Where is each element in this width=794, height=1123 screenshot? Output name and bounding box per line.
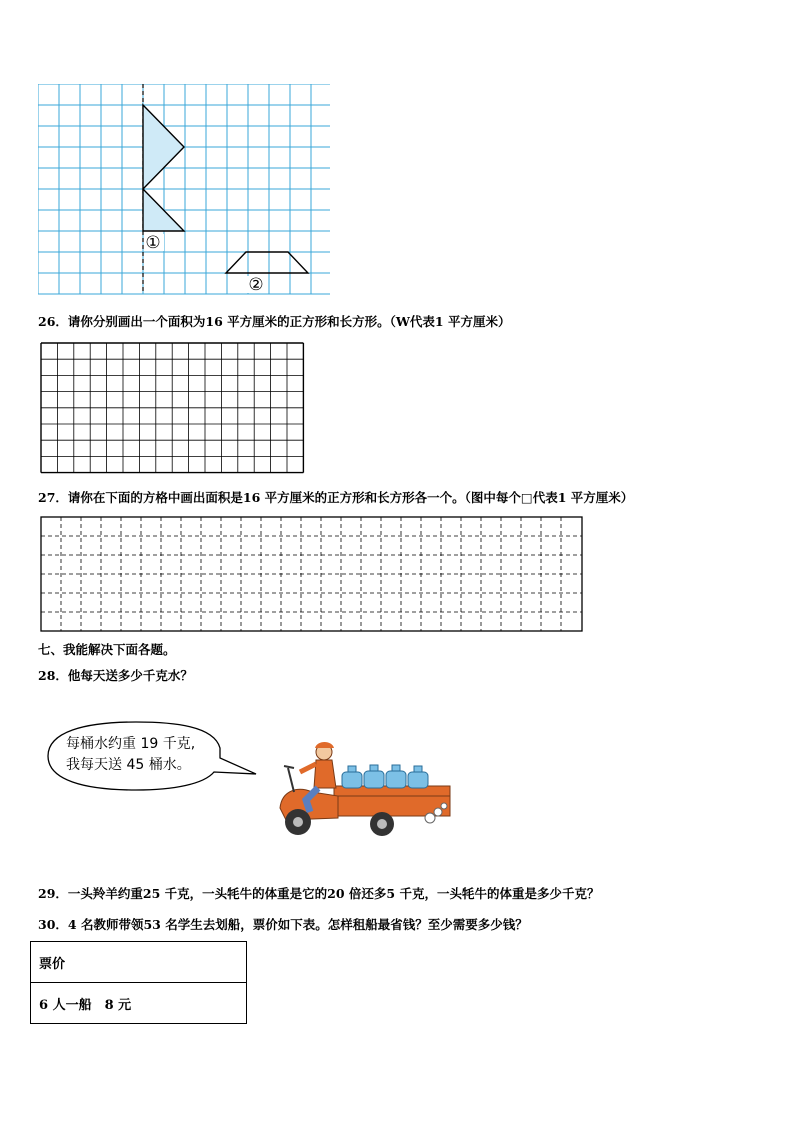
question-26: 26．请你分别画出一个面积为16 平方厘米的正方形和长方形。（W代表1 平方厘米）	[38, 314, 511, 329]
shape-2-label: ②	[248, 275, 264, 295]
section-heading: 七、我能解决下面各题。	[38, 642, 176, 657]
symmetry-grid-figure	[38, 84, 330, 296]
delivery-tricycle-illustration	[262, 738, 458, 842]
ticket-price-table	[30, 941, 247, 1024]
shape-2-trapezoid	[226, 252, 308, 273]
q26-square-grid	[40, 342, 306, 476]
q27-dashed-grid	[40, 516, 584, 634]
price-table-header: 票价	[31, 942, 247, 983]
question-27: 27．请你在下面的方格中画出面积是16 平方厘米的正方形和长方形各一个。（图中每个□代表1 平方厘米）	[38, 490, 634, 505]
bubble-line-1: 每桶水约重 19 千克,	[66, 736, 196, 752]
question-30: 30．4 名教师带领53 名学生去划船，票价如下表。怎样租船最省钱？至少需要多少钱？	[38, 917, 528, 932]
bubble-line-2: 我每天送 45 桶水。	[66, 757, 191, 773]
price-table-row: 6 人一船 8 元	[31, 983, 247, 1024]
blue-square-grid	[38, 84, 330, 294]
shape-1-label: ①	[145, 233, 161, 253]
question-28: 28．他每天送多少千克水？	[38, 668, 193, 683]
question-29: 29．一头羚羊约重25 千克，一头牦牛的体重是它的20 倍还多5 千克，一头牦牛的体重是多少千克？	[38, 886, 600, 901]
